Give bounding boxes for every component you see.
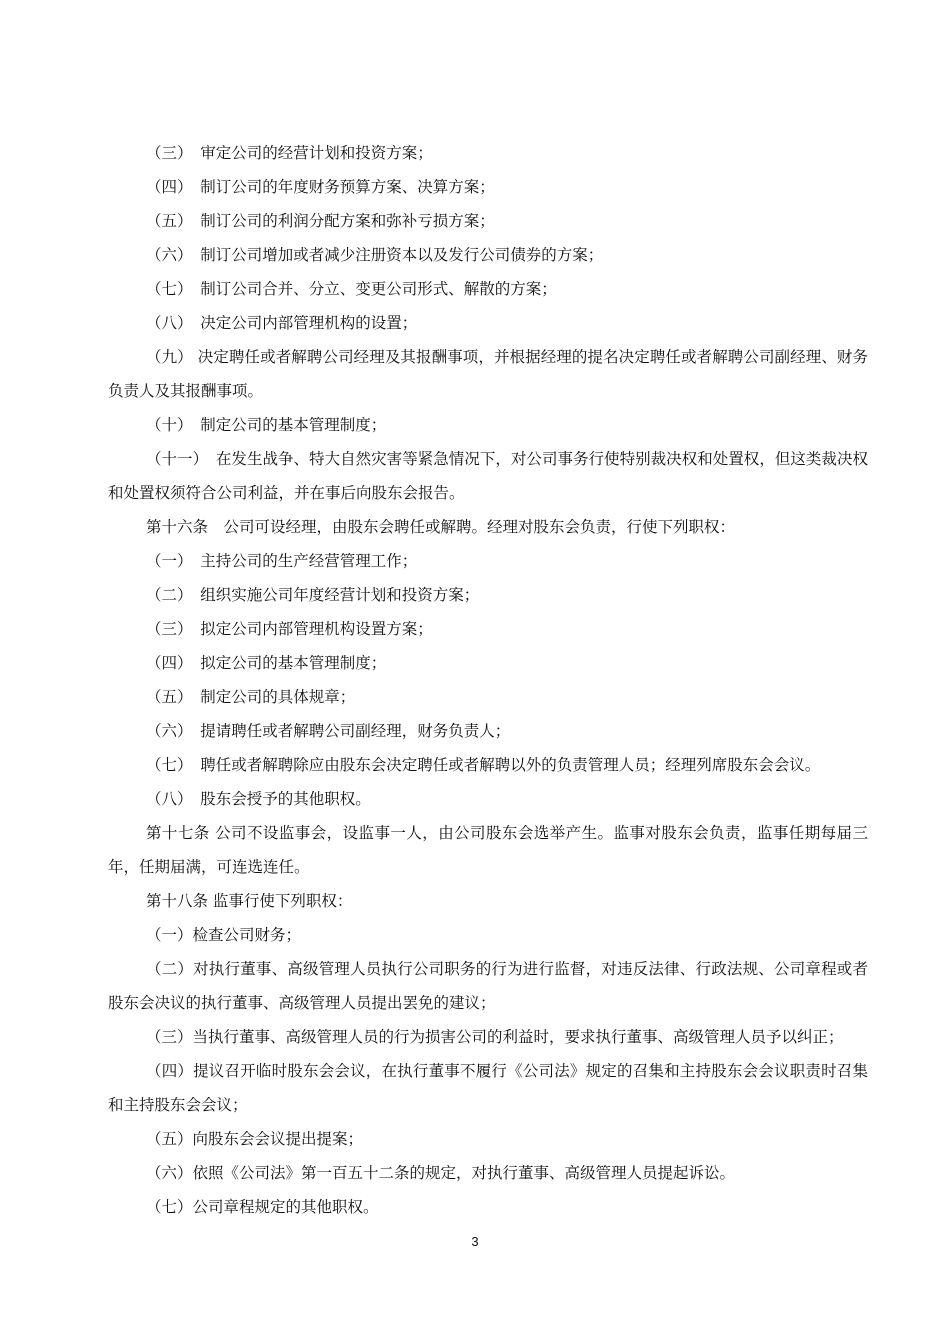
- supervisor-item-2: （二）对执行董事、高级管理人员执行公司职务的行为进行监督，对违反法律、行政法规、公司章程或者股东会决议的执行董事、高级管理人员提出罢免的建议；: [108, 960, 868, 1012]
- paragraph-item-3-review-plan: （三） 审定公司的经营计划和投资方案；: [146, 144, 433, 162]
- paragraph-item-11-emergency: （十一） 在发生战争、特大自然灾害等紧急情况下，对公司事务行使特别裁决权和处置权，但这类裁决权和处置权须符合公司利益，并在事后向股东会报告。: [108, 450, 868, 502]
- manager-item-5: （五） 制定公司的具体规章；: [146, 688, 356, 706]
- supervisor-item-7: （七）公司章程规定的其他职权。: [146, 1198, 379, 1216]
- paragraph-item-5-profit: （五） 制订公司的利润分配方案和弥补亏损方案；: [146, 212, 495, 230]
- document-body: [108, 136, 868, 1224]
- manager-item-3: （三） 拟定公司内部管理机构设置方案；: [146, 620, 433, 638]
- supervisor-item-1: （一）检查公司财务；: [146, 926, 302, 944]
- paragraph-item-6-capital: （六） 制订公司增加或者减少注册资本以及发行公司债券的方案；: [146, 246, 604, 264]
- paragraph-item-8-structure: （八） 决定公司内部管理机构的设置；: [146, 314, 418, 332]
- manager-item-7: （七） 聘任或者解聘除应由股东会决定聘任或者解聘以外的负责管理人员；经理列席股东会会议。: [146, 756, 821, 774]
- supervisor-item-6: （六）依照《公司法》第一百五十二条的规定，对执行董事、高级管理人员提起诉讼。: [146, 1164, 736, 1182]
- article-16-manager: 第十六条 公司可设经理，由股东会聘任或解聘。经理对股东会负责，行使下列职权：: [146, 518, 736, 536]
- manager-item-6: （六） 提请聘任或者解聘公司副经理，财务负责人；: [146, 722, 511, 740]
- manager-item-1: （一） 主持公司的生产经营管理工作；: [146, 552, 418, 570]
- article-17-supervisor: 第十七条 公司不设监事会，设监事一人，由公司股东会选举产生。监事对股东会负责，监事任期每届三年，任期届满，可连选连任。: [108, 824, 868, 876]
- paragraph-item-7-merger: （七） 制订公司合并、分立、变更公司形式、解散的方案；: [146, 280, 557, 298]
- paragraph-item-9-appointment: （九） 决定聘任或者解聘公司经理及其报酬事项，并根据经理的提名决定聘任或者解聘公司副经理、财务负责人及其报酬事项。: [108, 348, 868, 400]
- supervisor-item-4: （四）提议召开临时股东会会议，在执行董事不履行《公司法》规定的召集和主持股东会会议职责时召集和主持股东会会议；: [108, 1062, 868, 1114]
- supervisor-item-3: （三）当执行董事、高级管理人员的行为损害公司的利益时，要求执行董事、高级管理人员予以纠正；: [146, 1028, 844, 1046]
- manager-item-4: （四） 拟定公司的基本管理制度；: [146, 654, 387, 672]
- paragraph-item-10-system: （十） 制定公司的基本管理制度；: [146, 416, 387, 434]
- supervisor-item-5: （五）向股东会会议提出提案；: [146, 1130, 364, 1148]
- paragraph-item-4-budget: （四） 制订公司的年度财务预算方案、决算方案；: [146, 178, 495, 196]
- manager-item-2: （二） 组织实施公司年度经营计划和投资方案；: [146, 586, 480, 604]
- manager-item-8: （八） 股东会授予的其他职权。: [146, 790, 371, 808]
- article-18-supervisor-powers: 第十八条 监事行使下列职权：: [146, 892, 353, 910]
- page-number: 3: [471, 1234, 479, 1249]
